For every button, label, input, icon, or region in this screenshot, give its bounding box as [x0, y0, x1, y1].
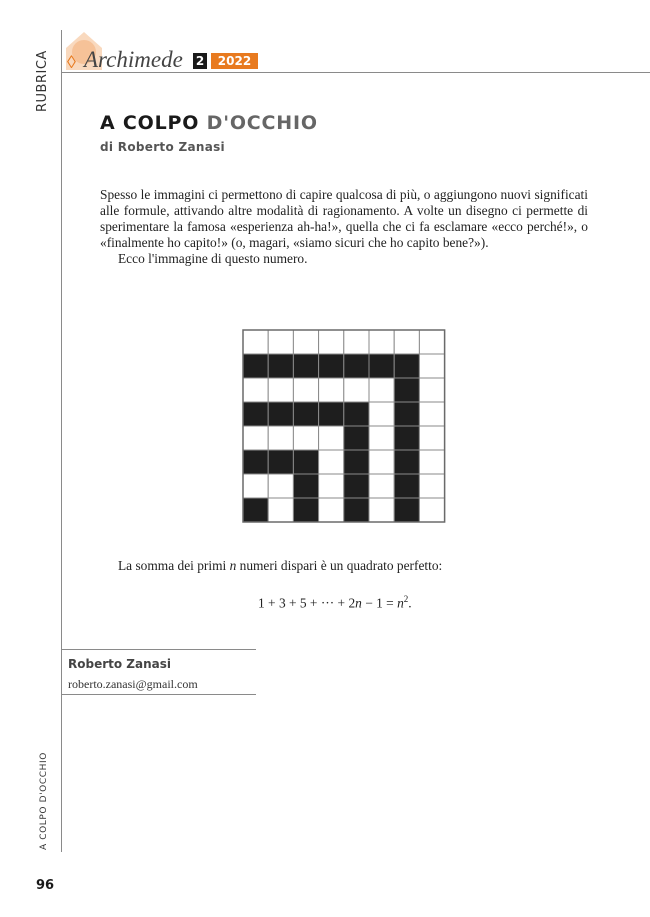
grid-cell [319, 378, 344, 402]
paragraph: Spesso le immagini ci permettono di capire qualcosa di più, o aggiungono nuovi significati alle formule, attivando altre modalità di ragionamento. A volte un disegno ci permette di sperimentare la famosa «esperienza ah-ha!», quella che ci fa esclamare «ecco perché!», o «finalmente ho capito!» (o, magari, «siamo sicuri che ho capito bene?»). [100, 187, 588, 250]
author-email[interactable]: roberto.zanasi@gmail.com [68, 677, 198, 691]
grid-cell [419, 402, 444, 426]
grid-cell [243, 330, 268, 354]
grid-cell [394, 402, 419, 426]
grid-cell [319, 426, 344, 450]
paragraph: Ecco l'immagine di questo numero. [118, 250, 308, 266]
grid-cell [268, 402, 293, 426]
grid-cell [369, 354, 394, 378]
grid-cell [394, 426, 419, 450]
grid-cell [268, 354, 293, 378]
grid-cell [319, 474, 344, 498]
grid-cell [419, 426, 444, 450]
side-section-label: A COLPO D'OCCHIO [39, 752, 49, 850]
grid-cell [369, 474, 394, 498]
grid-cell [268, 378, 293, 402]
grid-cell [394, 474, 419, 498]
article-title: A COLPO D'OCCHIO [100, 112, 318, 134]
grid-cell [394, 450, 419, 474]
grid-cell [344, 378, 369, 402]
grid-cell [243, 402, 268, 426]
grid-cell [319, 402, 344, 426]
article-body [100, 187, 588, 267]
grid-cell [344, 426, 369, 450]
grid-cell [243, 426, 268, 450]
section-label: RUBRICA [35, 50, 50, 112]
grid-cell [369, 450, 394, 474]
grid-cell [369, 330, 394, 354]
figure-caption: La somma dei primi n numeri dispari è un quadrato perfetto: [118, 558, 443, 573]
grid-cell [293, 426, 318, 450]
grid-cell [369, 378, 394, 402]
grid-cell [344, 474, 369, 498]
grid-cell [419, 378, 444, 402]
formula: 1 + 3 + 5 + ··· + $2n - 1 = n^2$. [258, 594, 412, 611]
issue-number: 2 [193, 53, 207, 69]
grid-cell [268, 426, 293, 450]
grid-cell [369, 426, 394, 450]
grid-cell [394, 330, 419, 354]
grid-cell [293, 378, 318, 402]
left-margin-rule [61, 30, 62, 852]
magazine-mark-icon: ◊ [67, 52, 76, 72]
grid-cell [293, 330, 318, 354]
issue-year: 2022 [211, 53, 258, 69]
grid-cell [394, 354, 419, 378]
grid-cell [419, 354, 444, 378]
grid-cell [344, 402, 369, 426]
article-byline: di Roberto Zanasi [100, 140, 225, 154]
grid-cell [319, 498, 344, 522]
grid-cell [394, 378, 419, 402]
grid-cell [243, 354, 268, 378]
grid-cell [419, 498, 444, 522]
grid-cell [268, 450, 293, 474]
author-name: Roberto Zanasi [68, 657, 171, 671]
grid-cell [268, 330, 293, 354]
grid-cell [293, 498, 318, 522]
grid-cell [394, 498, 419, 522]
grid-cell [319, 450, 344, 474]
grid-cell [293, 474, 318, 498]
grid-cell [293, 450, 318, 474]
grid-cell [319, 354, 344, 378]
grid-cell [344, 498, 369, 522]
grid-cell [243, 378, 268, 402]
grid-cell [243, 474, 268, 498]
grid-cell [419, 474, 444, 498]
author-rule-top [61, 649, 256, 650]
page-number: 96 [36, 878, 55, 893]
magazine-title: Archimede [84, 47, 183, 72]
grid-cell [369, 498, 394, 522]
grid-cell [243, 450, 268, 474]
grid-cell [344, 450, 369, 474]
grid-cell [243, 498, 268, 522]
grid-cell [319, 330, 344, 354]
grid-cell [419, 450, 444, 474]
odd-numbers-square-figure [242, 329, 446, 523]
grid-cell [268, 498, 293, 522]
grid-cell [344, 330, 369, 354]
grid-cell [344, 354, 369, 378]
grid-cell [419, 330, 444, 354]
author-rule-bottom [61, 694, 256, 695]
grid-cell [293, 354, 318, 378]
grid-cell [268, 474, 293, 498]
grid-cell [369, 402, 394, 426]
grid-cell [293, 402, 318, 426]
